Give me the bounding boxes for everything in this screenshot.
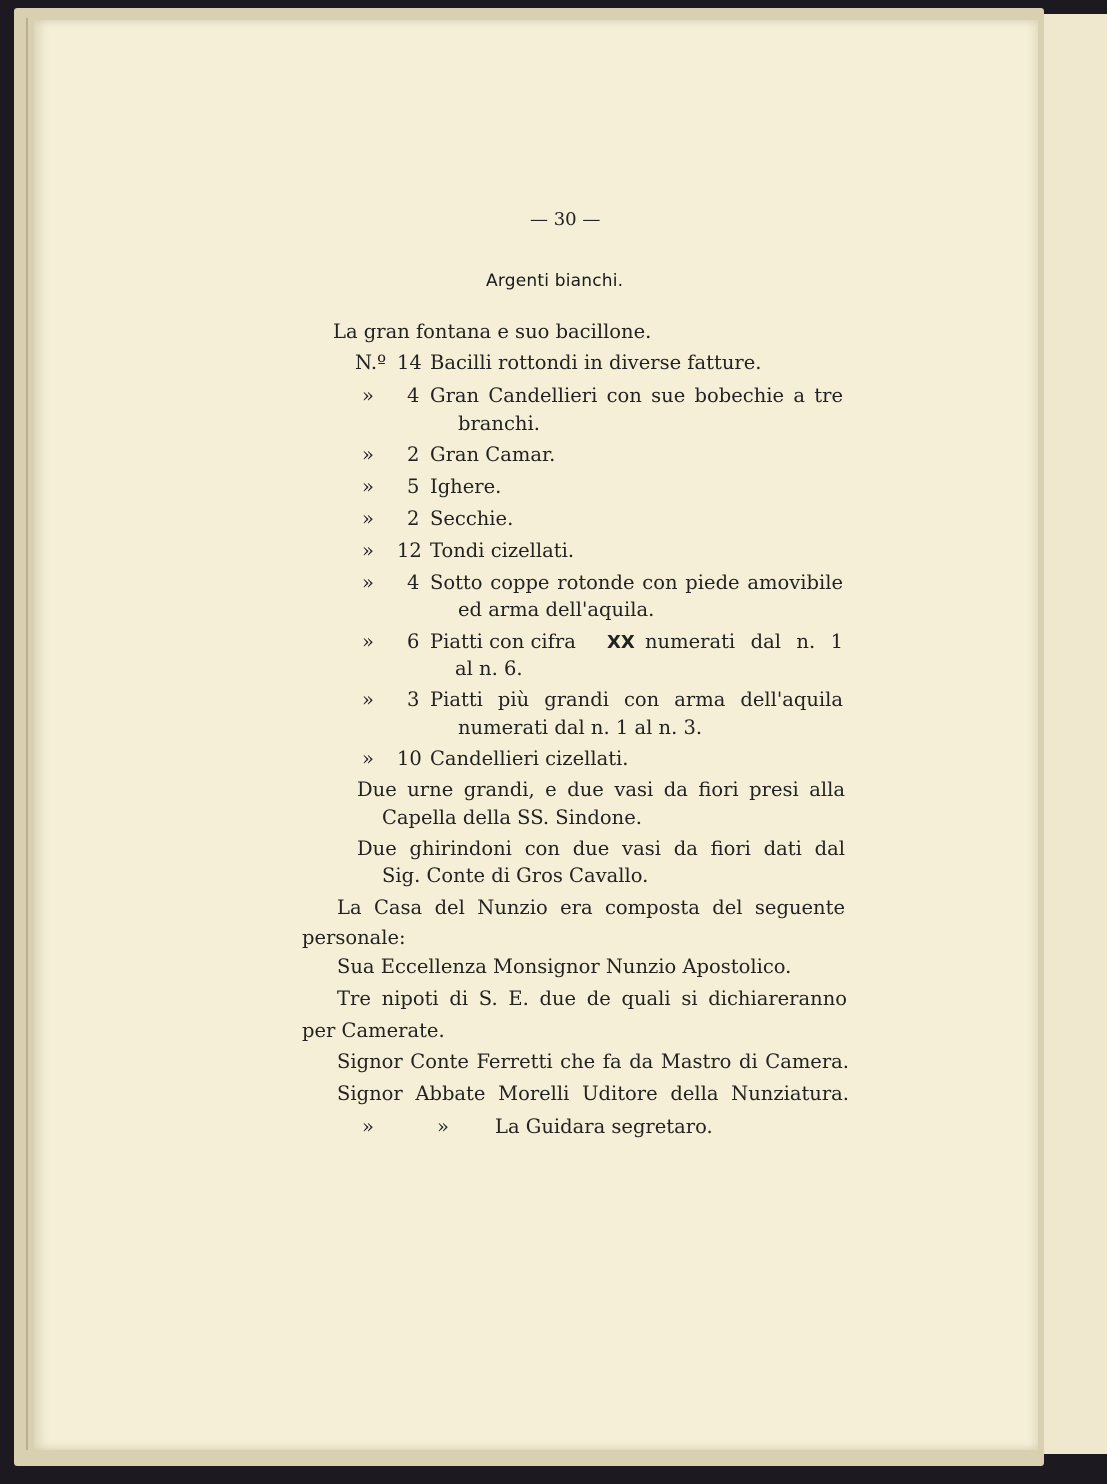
ditto-mark: » [362,539,374,562]
ditto-mark: » [362,1115,374,1138]
item-10-number: 10 [397,747,422,770]
item-9-line-2: numerati dal n. 1 al n. 3. [458,716,703,739]
item-7-number: 4 [407,571,420,594]
item-7-line-2: ed arma dell'aquila. [458,598,655,621]
page-number: — 30 — [530,209,601,230]
intro-line: La gran fontana e suo bacillone. [333,320,652,343]
ditto-mark: » [362,507,374,530]
item-6-text: Tondi cizellati. [430,539,575,562]
n-label: N.º [355,351,387,374]
paragraph-2-line-2: Sig. Conte di Gros Cavallo. [382,864,649,887]
paragraph-6: Signor Conte Ferretti che fa da Mastro di Camera. [337,1050,849,1073]
item-5-number: 2 [407,507,420,530]
paragraph-4: Sua Eccellenza Monsignor Nunzio Apostolico. [337,955,792,978]
ditto-mark: » [362,384,374,407]
page-fold-line [26,18,28,1450]
item-6-number: 12 [397,539,422,562]
paragraph-3-line-2: personale: [302,926,406,949]
paragraph-7: Signor Abbate Morelli Uditore della Nunziatura. [337,1082,849,1105]
item-5-text: Secchie. [430,507,514,530]
ditto-mark: » [362,747,374,770]
section-title: Argenti bianchi. [486,271,624,291]
item-9-line-1: Piatti più grandi con arma dell'aquila [430,688,843,711]
paragraph-3-line-1: La Casa del Nunzio era composta del seguente [337,896,845,919]
ditto-mark: » [362,688,374,711]
item-1-number: 14 [397,351,422,374]
ditto-mark: » [362,475,374,498]
ditto-mark: » [362,630,374,653]
cipher-monogram-icon: XX [607,632,635,653]
ditto-mark: » [362,443,374,466]
item-2-line-2: branchi. [458,412,540,435]
ditto-mark: » [362,571,374,594]
item-2-line-1: Gran Candellieri con sue bobechie a tre [430,384,843,407]
item-3-text: Gran Camar. [430,443,556,466]
item-2-number: 4 [407,384,420,407]
item-3-number: 2 [407,443,420,466]
item-10-text: Candellieri cizellati. [430,747,629,770]
item-4-number: 5 [407,475,420,498]
item-1-text: Bacilli rottondi in diverse fatture. [430,351,762,374]
ditto-mark: » [437,1115,449,1138]
paragraph-2-line-1: Due ghirindoni con due vasi da fiori dati dal [357,837,845,860]
paragraph-5-line-1: Tre nipoti di S. E. due de quali si dichiareranno [337,987,847,1010]
item-8-line-2: al n. 6. [455,657,523,680]
paragraph-1-line-2: Capella della SS. Sindone. [382,806,642,829]
item-8-text-pre: Piatti con cifra [430,630,576,653]
paragraph-8: La Guidara segretaro. [495,1115,713,1138]
paragraph-1-line-1: Due urne grandi, e due vasi da fiori presi alla [357,778,845,801]
item-8-number: 6 [407,630,420,653]
item-9-number: 3 [407,688,420,711]
item-7-line-1: Sotto coppe rotonde con piede amovibile [430,571,843,594]
paragraph-5-line-2: per Camerate. [302,1019,445,1042]
item-4-text: Ighere. [430,475,502,498]
item-8-text-post: numerati dal n. 1 [645,630,843,653]
